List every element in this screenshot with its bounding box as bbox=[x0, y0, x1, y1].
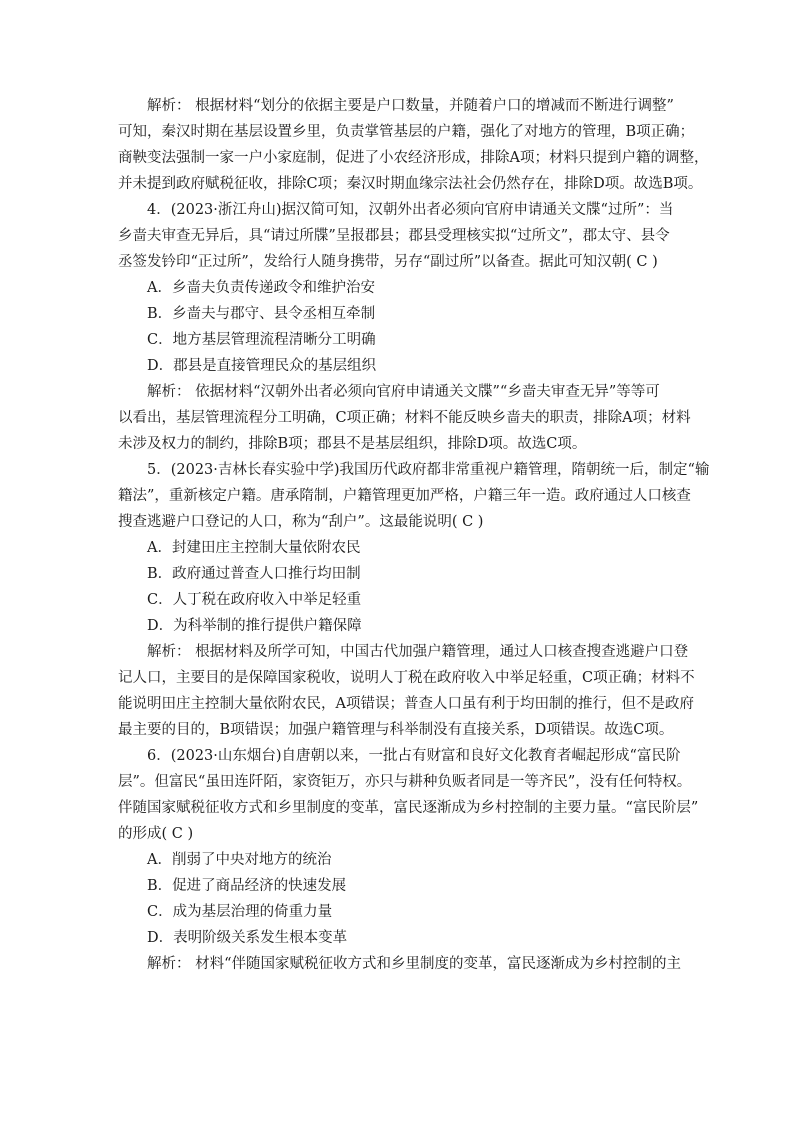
question-stem-line: 4．(2023·浙江舟山)据汉简可知，汉朝外出者必须向官府申请通关文牒“过所”：当 bbox=[147, 202, 674, 218]
analysis-line: 未涉及权力的制约，排除B项；郡县不是基层组织，排除D项。故选C项。 bbox=[118, 436, 587, 452]
analysis-line: 解析： 根据材料“划分的依据主要是户口数量，并随着户口的增减而不断进行调整” bbox=[147, 98, 674, 114]
question-stem-line: 籍法”，重新核定户籍。唐承隋制，户籍管理更加严格，户籍三年一造。政府通过人口核查 bbox=[118, 488, 691, 504]
question-4 bbox=[118, 197, 691, 457]
option-d: D．为科举制的推行提供户籍保障 bbox=[147, 618, 362, 634]
question-stem-line: 搜查逃避户口登记的人口，称为“刮户”。这最能说明( C ) bbox=[118, 514, 484, 530]
question-stem-line: 乡啬夫审查无异后，具“请过所牒”呈报郡县；郡县受理核实拟“过所文”，郡太守、县令 bbox=[118, 228, 670, 244]
question-stem-line: 5．(2023·吉林长春实验中学)我国历代政府都非常重视户籍管理，隋朝统一后，制定“输 bbox=[147, 462, 710, 478]
question-stem-line: 伴随国家赋税征收方式和乡里制度的变革，富民逐渐成为乡村控制的主要力量。“富民阶层” bbox=[118, 800, 699, 816]
option-b: B．乡啬夫与郡守、县令丞相互牵制 bbox=[147, 306, 376, 322]
analysis-line: 最主要的目的，B项错误；加强户籍管理与科举制没有直接关系，D项错误。故选C项。 bbox=[118, 722, 674, 738]
q3-analysis bbox=[118, 93, 709, 197]
option-a: A．封建田庄主控制大量依附农民 bbox=[147, 540, 361, 556]
option-c: C．地方基层管理流程清晰分工明确 bbox=[147, 332, 376, 348]
analysis-line: 商鞅变法强制一家一户小家庭制，促进了小农经济形成，排除A项；材料只提到户籍的调整， bbox=[118, 150, 709, 166]
analysis-line: 解析： 依据材料“汉朝外出者必须向官府申请通关文牒”“乡啬夫审查无异”等等可 bbox=[147, 384, 660, 400]
option-c: C．人丁税在政府收入中举足轻重 bbox=[147, 592, 362, 608]
option-d: D．郡县是直接管理民众的基层组织 bbox=[147, 358, 377, 374]
analysis-line: 解析： 根据材料及所学可知，中国古代加强户籍管理，通过人口核查搜查逃避户口登 bbox=[147, 644, 689, 660]
option-a: A．削弱了中央对地方的统治 bbox=[147, 852, 332, 868]
document-page bbox=[118, 93, 710, 977]
analysis-line: 记人口，主要目的是保障国家税收，说明人丁税在政府收入中举足轻重，C项正确；材料不 bbox=[118, 670, 695, 686]
analysis-line: 解析： 材料“伴随国家赋税征收方式和乡里制度的变革，富民逐渐成为乡村控制的主 bbox=[147, 956, 682, 972]
question-stem-line: 的形成( C ) bbox=[118, 826, 194, 842]
question-5 bbox=[118, 457, 710, 743]
analysis-line: 可知，秦汉时期在基层设置乡里，负责掌管基层的户籍，强化了对地方的管理，B项正确； bbox=[118, 124, 695, 140]
question-stem-line: 层”。但富民“虽田连阡陌，家资钜万，亦只与耕种负贩者同是一等齐民”，没有任何特权。 bbox=[118, 774, 692, 790]
analysis-line: 并未提到政府赋税征收，排除C项；秦汉时期血缘宗法社会仍然存在，排除D项。故选B项。 bbox=[118, 176, 703, 192]
option-b: B．政府通过普查人口推行均田制 bbox=[147, 566, 361, 582]
analysis-line: 能说明田庄主控制大量依附农民，A项错误；普查人口虽有利于均田制的推行，但不是政府 bbox=[118, 696, 694, 712]
question-stem-line: 丞签发钤印“正过所”，发给行人随身携带，另存“副过所”以备查。据此可知汉朝( C ) bbox=[118, 254, 658, 270]
option-b: B．促进了商品经济的快速发展 bbox=[147, 878, 347, 894]
option-a: A．乡啬夫负责传递政令和维护治安 bbox=[147, 280, 375, 296]
question-6 bbox=[118, 743, 699, 977]
question-stem-line: 6．(2023·山东烟台)自唐朝以来，一批占有财富和良好文化教育者崛起形成“富民阶 bbox=[147, 748, 681, 764]
option-d: D．表明阶级关系发生根本变革 bbox=[147, 930, 348, 946]
option-c: C．成为基层治理的倚重力量 bbox=[147, 904, 333, 920]
analysis-line: 以看出，基层管理流程分工明确，C项正确；材料不能反映乡啬夫的职责，排除A项；材料 bbox=[118, 410, 691, 426]
